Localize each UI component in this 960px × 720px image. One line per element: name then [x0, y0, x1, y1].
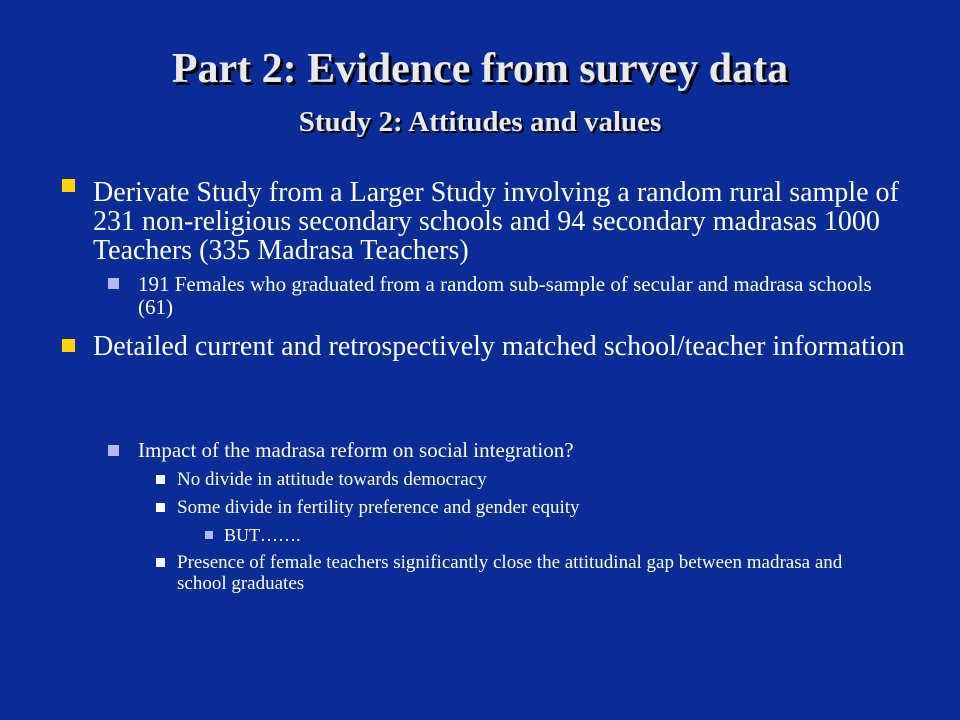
square-bullet-icon — [108, 278, 119, 289]
bullet-text: Some divide in fertility preference and gender equity — [177, 497, 580, 518]
bullet-item-matched-info — [62, 332, 912, 361]
bullet-item-study-sample — [62, 178, 912, 265]
bullet-text: Presence of female teachers significantly close the attitudinal gap between madrasa and school graduates — [177, 552, 843, 594]
bullet-item-but — [205, 525, 805, 545]
bullet-text: No divide in attitude towards democracy — [177, 469, 487, 490]
square-bullet-icon — [156, 503, 165, 512]
bullet-text: Detailed current and retrospectively matched school/teacher information — [93, 331, 905, 362]
bullet-text: BUT……. — [224, 525, 301, 545]
square-bullet-icon — [62, 339, 75, 352]
bullet-item-democracy — [156, 469, 896, 490]
bullet-text: Derivate Study from a Larger Study involving a random rural sample of 231 non-religious secondary schools and 94 secondary madrasas 1000 Teachers (335 Madrasa Teachers) — [93, 177, 899, 266]
square-bullet-icon — [156, 558, 165, 567]
square-bullet-icon — [108, 445, 119, 456]
bullet-text: Impact of the madrasa reform on social integration? — [138, 438, 574, 462]
bullet-item-female-teachers — [156, 552, 896, 594]
bullet-item-madrasa-reform — [108, 439, 888, 462]
bullet-item-fertility — [156, 497, 896, 518]
square-bullet-icon — [205, 531, 213, 539]
bullet-item-females — [108, 273, 888, 319]
slide-title: Part 2: Evidence from survey data — [171, 46, 789, 92]
bullet-text: 191 Females who graduated from a random sub-sample of secular and madrasa schools (61) — [138, 272, 872, 319]
square-bullet-icon — [156, 475, 165, 484]
square-bullet-icon — [62, 179, 75, 192]
slide-subtitle: Study 2: Attitudes and values — [298, 106, 662, 138]
